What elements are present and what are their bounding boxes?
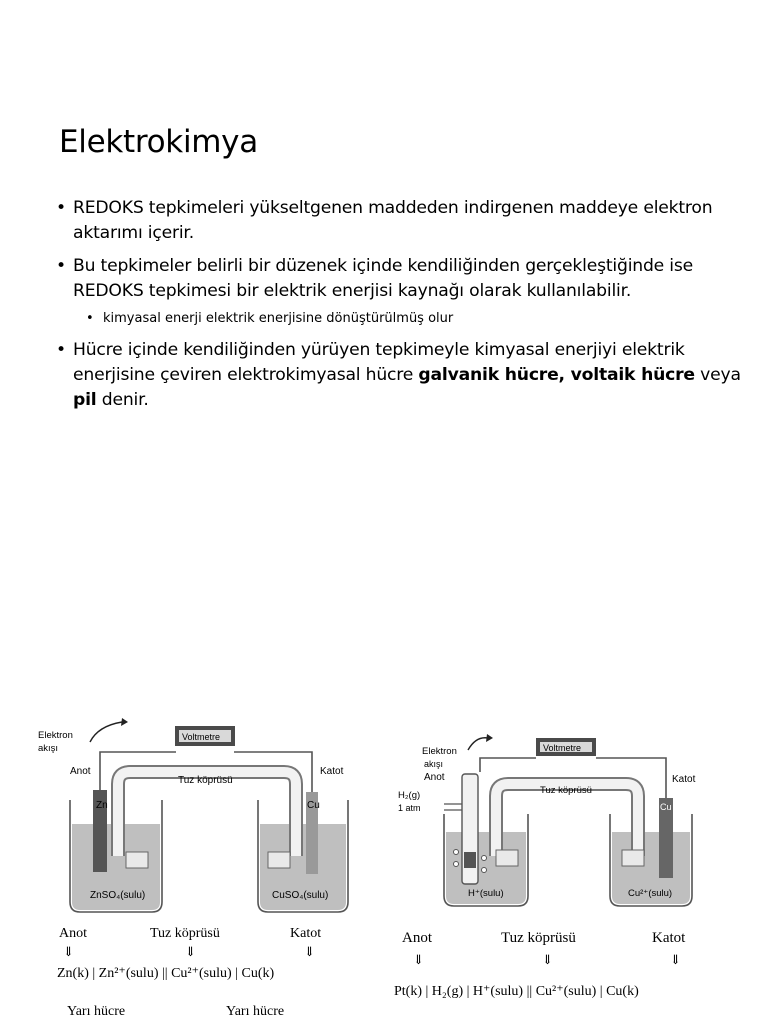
half-cell-label: Yarı hücre [67, 1004, 126, 1019]
bullet-dot: • [56, 198, 66, 218]
bullet-text-mid: veya [694, 365, 741, 385]
bullet-item [56, 196, 756, 246]
bold-term-pil: pil [73, 390, 97, 410]
bullet-dot: • [56, 256, 66, 276]
electron-flow-arrow-icon [90, 722, 122, 742]
galvanic-cell-diagram-zn-cu [0, 712, 384, 1024]
down-arrow-icon: ⇓ [185, 944, 196, 959]
zinc-label: Zn [96, 800, 108, 811]
notation-header-salt-bridge: Tuz köprüsü [150, 926, 220, 941]
bullet-item [56, 254, 756, 304]
half-cell-label: Yarı hücre [226, 1004, 285, 1019]
hydrogen-gas-label: H₂(g) [398, 790, 421, 801]
down-arrow-icon: ⇓ [670, 952, 681, 967]
down-arrow-icon: ⇓ [413, 952, 424, 967]
cell-notation: Pt(k) | H₂(g) | H⁺(sulu) || Cu²⁺(sulu) | Cu(k) [394, 984, 639, 999]
bullet-item [56, 338, 756, 413]
salt-bridge-label: Tuz köprüsü [178, 775, 233, 786]
cell-notation: Zn(k) | Zn²⁺(sulu) || Cu²⁺(sulu) | Cu(k) [57, 966, 275, 981]
down-arrow-icon: ⇓ [63, 944, 74, 959]
copper-label: Cu [307, 800, 320, 811]
electron-flow-arrow-icon [468, 738, 488, 750]
pressure-label: 1 atm [398, 803, 421, 813]
solution-right-label: Cu²⁺(sulu) [628, 888, 673, 899]
bullet-text-pre: Hücre içinde kendiliğinden yürüyen tepkimeyle kimyasal enerjiyi elektrik enerjisine çeviren elektrokimyasal hücre [73, 340, 685, 385]
notation-header-salt-bridge: Tuz köprüsü [501, 930, 576, 946]
notation-header-cathode: Katot [652, 930, 686, 946]
electron-flow-label: akışı [38, 743, 59, 754]
sub-bullet-text: kimyasal enerji elektrik enerjisine dönüştürülmüş olur [103, 311, 454, 326]
bullet-text: Bu tepkimeler belirli bir düzenek içinde kendiliğinden gerçekleştiğinde ise REDOKS tepkimesi bir elektrik enerjisi kaynağı olarak kullanılabilir. [73, 256, 694, 301]
solution-left-label: H⁺(sulu) [468, 888, 504, 899]
salt-bridge-label: Tuz köprüsü [540, 785, 592, 796]
voltmeter-label: Voltmetre [543, 743, 582, 753]
bullet-list [56, 196, 756, 421]
bullet-dot: • [86, 311, 94, 326]
bullet-dot: • [56, 340, 66, 360]
bold-term-galvanic: galvanik hücre, voltaik hücre [418, 365, 695, 385]
galvanic-cell-diagram-h2-cu [384, 712, 768, 1024]
bullet-text: REDOKS tepkimeleri yükseltgenen maddeden indirgenen maddeye elektron aktarımı içerir. [73, 198, 713, 243]
notation-header-anode: Anot [402, 930, 432, 946]
sub-bullet-item [56, 310, 756, 328]
anode-label: Anot [70, 766, 91, 777]
bullet-text-post: denir. [96, 390, 149, 410]
voltmeter-label: Voltmetre [182, 732, 221, 742]
page-title: Elektrokimya [59, 124, 258, 160]
down-arrow-icon: ⇓ [542, 952, 553, 967]
solution-right-label: CuSO₄(sulu) [272, 890, 329, 901]
anode-label: Anot [424, 772, 445, 783]
copper-label: Cu [660, 802, 672, 812]
electron-flow-label: akışı [424, 759, 444, 769]
notation-header-cathode: Katot [290, 926, 322, 941]
notation-header-anode: Anot [59, 926, 87, 941]
down-arrow-icon: ⇓ [304, 944, 315, 959]
electron-flow-label: Elektron [422, 746, 457, 757]
solution-left-label: ZnSO₄(sulu) [90, 890, 146, 901]
cathode-label: Katot [320, 766, 344, 777]
electron-flow-label: Elektron [38, 730, 73, 741]
cathode-label: Katot [672, 774, 696, 785]
